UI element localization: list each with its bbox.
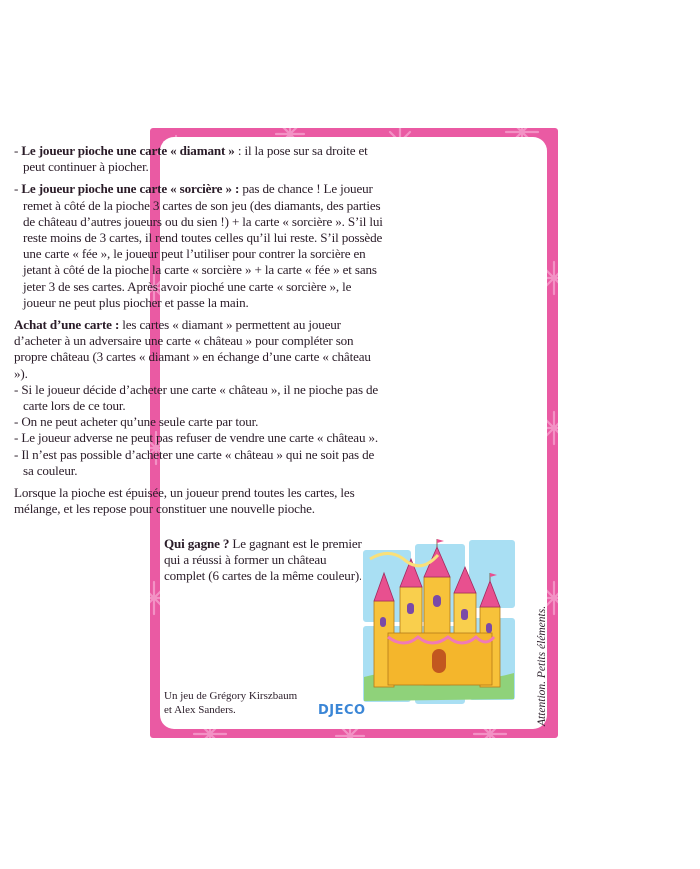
rule-winner-heading: Qui gagne ?: [164, 536, 230, 551]
bullet-mark: -: [14, 430, 22, 446]
rule-witch-heading: Le joueur pioche une carte « sorcière » :: [21, 181, 240, 197]
djeco-logo: DJECO: [318, 703, 366, 718]
rule-diamond-text: : il la pose sur sa droite et peut continuer à piocher.: [23, 143, 368, 175]
purchase-item: [14, 430, 386, 446]
purchase-item: [14, 447, 386, 479]
credits-line-1: Un jeu de Grégory Kirszbaum: [164, 690, 298, 702]
rule-winner: [164, 536, 364, 585]
bullet-mark: -: [14, 414, 22, 430]
rule-empty-deck: Lorsque la pioche est épuisée, un joueur prend toutes les cartes, les mélange, et les repose pour constituer une nouvelle pioche.: [14, 485, 355, 517]
small-parts-warning: Attention. Petits éléments.: [536, 605, 548, 726]
bullet-mark: -: [14, 181, 22, 197]
rule-purchase-heading: Achat d’une carte :: [14, 317, 120, 333]
castle-puzzle-illustration: [360, 537, 522, 707]
credits: [164, 689, 324, 717]
bullet-mark: -: [14, 446, 22, 462]
bullet-mark: -: [14, 381, 22, 397]
rule-witch: [14, 181, 386, 311]
credits-line-2: et Alex Sanders.: [164, 704, 236, 716]
rule-diamond: [14, 143, 386, 175]
rule-diamond-heading: Le joueur pioche une carte « diamant »: [21, 143, 235, 158]
purchase-item-text: Il n’est pas possible d’acheter une carte « château » qui ne soit pas de sa couleur.: [21, 446, 375, 478]
purchase-item-text: On ne peut acheter qu’une seule carte par tour.: [21, 414, 259, 430]
purchase-item: [14, 414, 386, 430]
purchase-item: [14, 382, 386, 414]
purchase-item-text: Le joueur adverse ne peut pas refuser de vendre une carte « château ».: [21, 430, 379, 446]
rules-text: [14, 143, 386, 523]
rule-witch-text: pas de chance ! Le joueur remet à côté de la pioche 3 cartes de son jeu (des diamants, des parties de château d’autres joueurs ou du sien !) + la carte « sorcière ». S’il lui reste moins de 3 cartes, il rend toutes celles qu’il lui reste. S’il possède une carte « fée », le joueur peut l’utiliser pour contrer la sorcière en jetant à côté de la pioche la carte « sorcière » + la carte « fée » et sans jeter 3 de ses cartes. Après avoir pioché une carte « sorcière », le joueur ne peut plus piocher et passe la main.: [23, 181, 383, 310]
purchase-item-text: Si le joueur décide d’acheter une carte « château », il ne pioche pas de carte lors de ce tour.: [21, 381, 379, 414]
bullet-mark: -: [14, 143, 22, 158]
rule-winner-text: Le gagnant est le premier qui a réussi à former un château complet (6 cartes de la même couleur).: [164, 536, 363, 584]
rule-purchase: [14, 317, 386, 382]
rule-purchase-text: les cartes « diamant » permettent au joueur d’acheter à un adversaire une carte « château » pour compléter son propre château (3 cartes « diamant » en échange d’une carte « château »).: [14, 317, 371, 381]
